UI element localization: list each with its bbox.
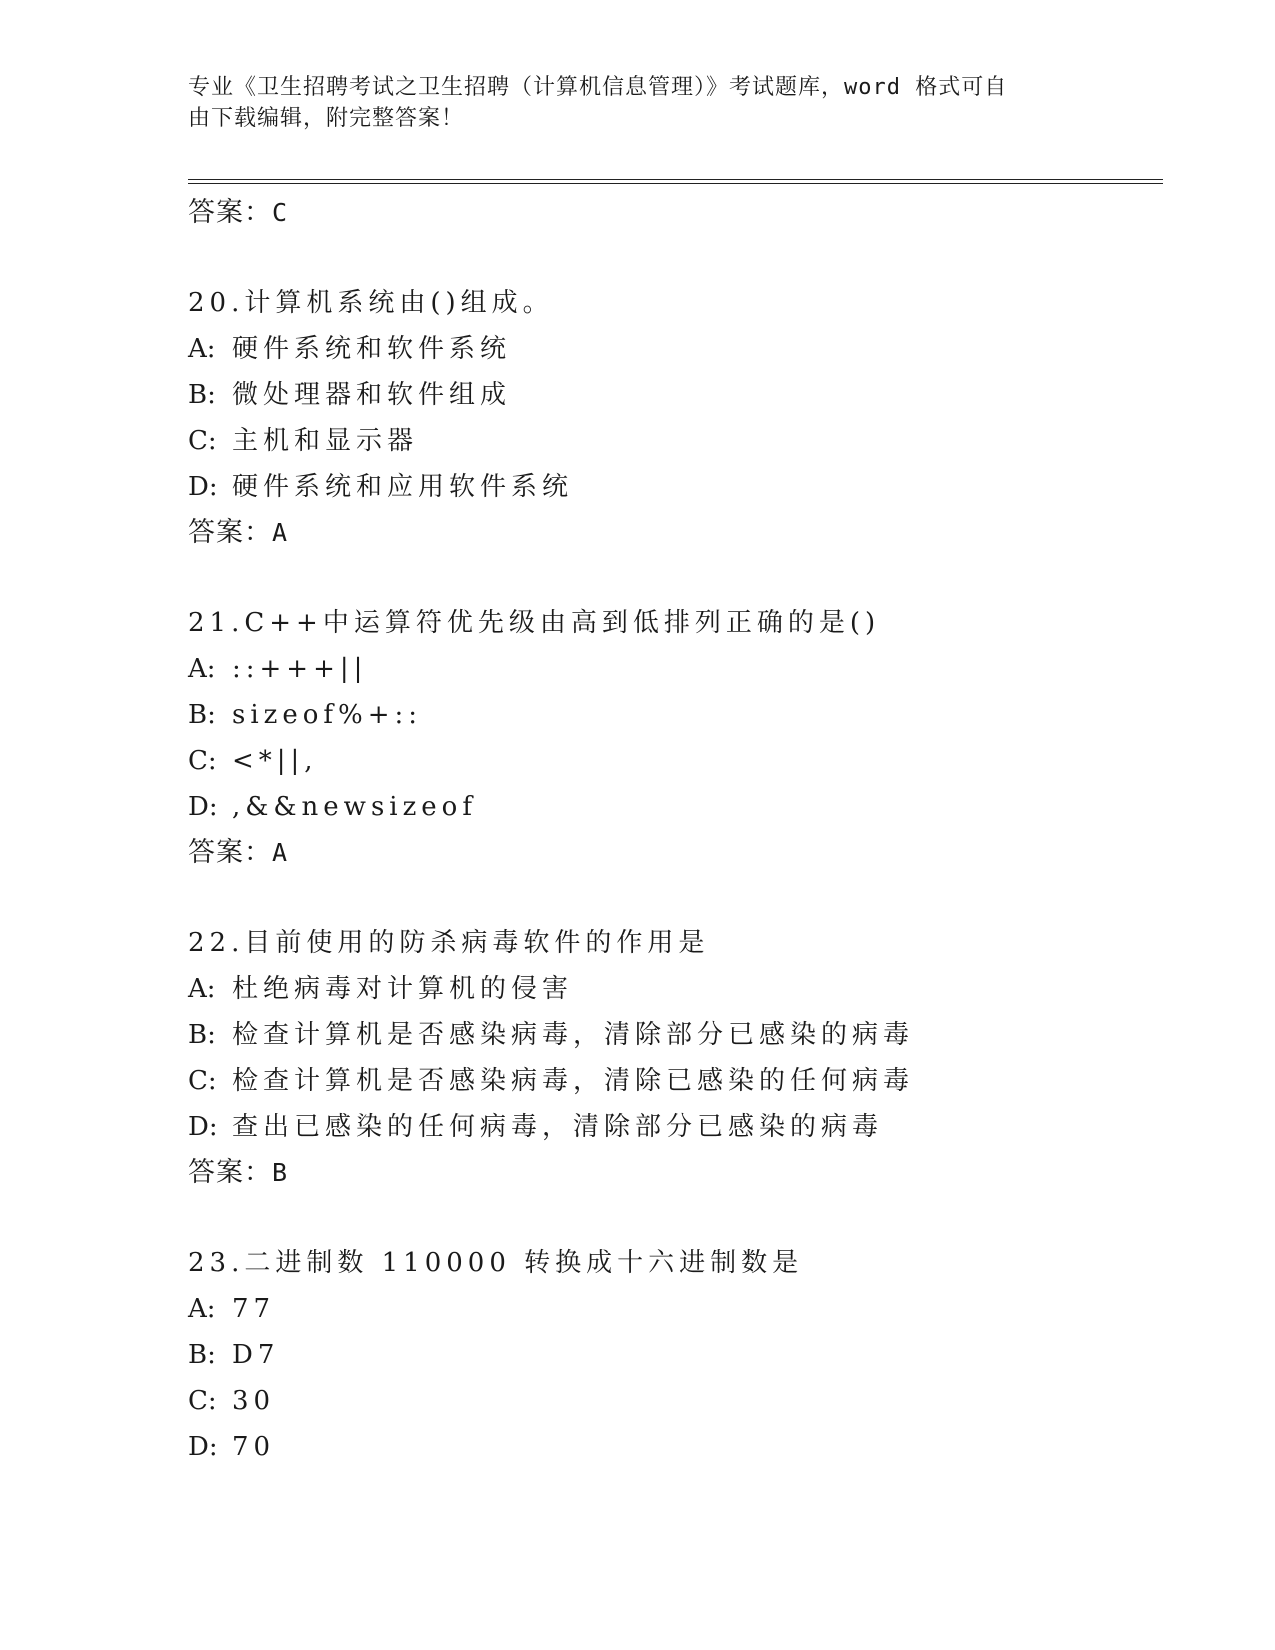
- option-text: 硬件系统和应用软件系统: [232, 472, 574, 502]
- option-text: D7: [232, 1340, 280, 1370]
- answer-label: 答案：: [188, 197, 272, 228]
- option-text: 检查计算机是否感染病毒，清除部分已感染的病毒: [232, 1020, 915, 1050]
- option-letter: D:: [188, 472, 218, 502]
- block-gap: [188, 1196, 1148, 1240]
- block-gap: [188, 556, 1148, 600]
- option-text: 主机和显示器: [232, 426, 419, 456]
- question-list: [188, 190, 1148, 1470]
- header-line-2: 由下载编辑，附完整答案！: [188, 106, 465, 131]
- option-text: 30: [232, 1386, 276, 1416]
- header-divider-bottom: [188, 183, 1163, 184]
- option-letter: A:: [188, 974, 216, 1004]
- answer-value: B: [272, 1158, 289, 1187]
- option-letter: D:: [188, 792, 218, 822]
- option-text: 70: [232, 1432, 276, 1462]
- option-letter: A:: [188, 1294, 216, 1324]
- option-letter: B:: [188, 1340, 216, 1370]
- option-c: [188, 1058, 1148, 1104]
- option-letter: B:: [188, 380, 216, 410]
- option-letter: C:: [188, 746, 217, 776]
- option-letter: B:: [188, 700, 216, 730]
- option-letter: C:: [188, 426, 217, 456]
- answer-value: A: [272, 518, 289, 547]
- option-letter: A:: [188, 654, 216, 684]
- option-b: [188, 692, 1148, 738]
- answer-value: C: [272, 198, 289, 227]
- question-stem: 22.目前使用的防杀病毒软件的作用是: [188, 928, 710, 958]
- option-c: [188, 1378, 1148, 1424]
- header-line-1: 专业《卫生招聘考试之卫生招聘（计算机信息管理）》考试题库，word 格式可自: [188, 75, 1008, 100]
- option-a: [188, 646, 1148, 692]
- option-c: [188, 418, 1148, 464]
- option-a: [188, 326, 1148, 372]
- option-d: [188, 784, 1148, 830]
- question-stem: 23.二进制数 110000 转换成十六进制数是: [188, 1248, 804, 1278]
- option-letter: B:: [188, 1020, 216, 1050]
- question-stem: 20.计算机系统由()组成。: [188, 288, 554, 318]
- option-text: 杜绝病毒对计算机的侵害: [232, 974, 574, 1004]
- option-a: [188, 966, 1148, 1012]
- answer-line: [188, 190, 1148, 236]
- option-c: [188, 738, 1148, 784]
- option-letter: C:: [188, 1066, 217, 1096]
- answer-line: [188, 1150, 1148, 1196]
- block-gap: [188, 236, 1148, 280]
- answer-value: A: [272, 838, 289, 867]
- option-text: 检查计算机是否感染病毒，清除已感染的任何病毒: [232, 1066, 915, 1096]
- option-text: sizeof%+::: [232, 700, 423, 730]
- option-d: [188, 1104, 1148, 1150]
- option-text: 77: [232, 1294, 276, 1324]
- option-letter: C:: [188, 1386, 217, 1416]
- option-letter: D:: [188, 1112, 218, 1142]
- document-header: [188, 72, 1088, 134]
- option-text: 硬件系统和软件系统: [232, 334, 512, 364]
- option-d: [188, 464, 1148, 510]
- option-letter: A:: [188, 334, 216, 364]
- option-text: 微处理器和软件组成: [232, 380, 512, 410]
- option-text: ,&&newsizeof: [232, 792, 477, 822]
- option-b: [188, 1012, 1148, 1058]
- option-text: ::+++||: [232, 654, 368, 684]
- answer-label: 答案：: [188, 517, 272, 548]
- answer-label: 答案：: [188, 837, 272, 868]
- option-text: 查出已感染的任何病毒，清除部分已感染的病毒: [232, 1112, 884, 1142]
- answer-line: [188, 510, 1148, 556]
- block-gap: [188, 876, 1148, 920]
- answer-label: 答案：: [188, 1157, 272, 1188]
- header-divider-top: [188, 179, 1163, 180]
- option-a: [188, 1286, 1148, 1332]
- option-b: [188, 372, 1148, 418]
- answer-line: [188, 830, 1148, 876]
- option-letter: D:: [188, 1432, 218, 1462]
- option-b: [188, 1332, 1148, 1378]
- option-text: <*||,: [232, 746, 318, 776]
- question-stem: 21.C++中运算符优先级由高到低排列正确的是(): [188, 608, 881, 638]
- option-d: [188, 1424, 1148, 1470]
